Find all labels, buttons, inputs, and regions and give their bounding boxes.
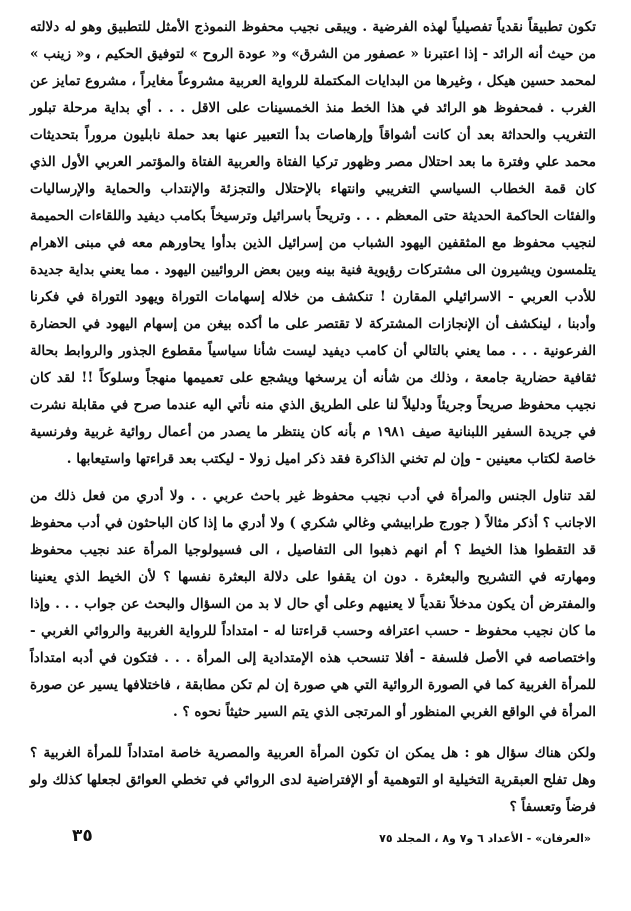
article-body <box>30 14 596 821</box>
page-footer <box>40 826 591 850</box>
page-number: ٣٥ <box>72 826 93 846</box>
running-head: «العرفان» - الأعداد ٦ و٧ و٨ ، المجلد ٧٥ <box>379 832 591 845</box>
paragraph-1: تكون تطبيقاً نقدياً تفصيلياً لهذه الفرضية . ويبقى نجيب محفوظ النموذج الأمثل للتطبيق وهو له دلالته من حيث أنه الرائد - إذا اعتبرنا « عصفور من الشرق» و« عودة الروح » لتوفيق الحكيم ، و« زينب » لمحمد حسين هيكل ، وغيرها من البدايات المكتملة للرواية العربية مشروعاً مغايراً ، مشروع تمايز عن الغرب . فمحفوظ هو الرائد في هذا الخط منذ الخمسينات على الاقل . . . أي بداية مرحلة تبلور التغريب والحداثة بعد أن كانت أشواقاً وإرهاصات بدأ التعبير عنها بعد حملة نابليون مروراً بتحديثات محمد علي وفترة ما بعد احتلال مصر وظهور تركيا الفتاة والعربية الفتاة والمؤتمر العربي الأول الذي كان قمة الخطاب السياسي التغريبي وانتهاء بالإحتلال والتجزئة والإنتداب والحماية والإرساليات والفئات الحاكمة الحديثة حتى المعظم . . . وتريحاً باسرائيل وترسيخاً بكامب ديفيد واللقاءات الحميمة لنجيب محفوظ مع المثقفين اليهود الشباب من إسرائيل الذين بدأوا يحاورهم معه في مبنى الاهرام يتلمسون ويشيرون الى مشتركات رؤيوية فنية بينه وبين بعض الروائيين اليهود . مما يعني بداية جديدة للأدب العربي - الاسرائيلي المقارن ! تنكشف من خلاله إسهامات التوراة ويهود التوراة في فكرنا وأدبنا ، لينكشف أن الإنجازات المشتركة لا تقتصر على ما أكده بيغن من إسهام اليهود في الحضارة الفرعونية . . . مما يعني بالتالي أن كامب ديفيد ليست شأنا سياسياً مقطوع الجذور والروابط بحالة ثقافية حضارية جامعة ، وذلك من شأنه أن يرسخها ويشجع على تعميمها منهجاً وسلوكاً !! لقد كان نجيب محفوظ صريحاً وجريئاً ودليلاً لنا على الطريق الذي منه نأتي اليه عندما صرح في مقابلة نشرت في جريدة السفير اللبنانية صيف ١٩٨١ م بأنه كان ينتظر ما يصدر من أعمال روائية غربية وفرنسية خاصة لكتاب معينين - وإن لم تخني الذاكرة فقد ذكر اميل زولا - ليكتب بعد قراءتها واستيعابها . <box>30 19 596 467</box>
paragraph-2: لقد تناول الجنس والمرأة في أدب نجيب محفوظ غير باحث عربي . . ولا أدري من فعل ذلك من الاجانب ؟ أذكر مثالاً ( جورج طرابيشي وغالي شكري ) ولا أدري ما إذا كان الباحثون في أدب محفوظ قد التقطوا هذا الخيط ؟ أم انهم ذهبوا الى التفاصيل ، الى فسيولوجيا المرأة عند نجيب محفوظ ومهارته في التشريح والبعثرة . دون ان يقفوا على دلالة البعثرة نفسها ؟ لأن الخيط الذي يعنينا والمفترض أن يكون مدخلاً نقدياً لا يعنيهم وعلى أي حال لا بد من السؤال والبحث عن جواب . . . وإذا ما كان نجيب محفوظ - حسب اعترافه وحسب قراءتنا له - امتداداً للرواية الغربية والروائي الغربي - واختصاصه في الأصل فلسفة - أفلا تنسحب هذه الإمتدادية إلى المرأة . . . فتكون في أدبه امتداداً للمرأة الغربية كما في الصورة الروائية التي هي صورة إن لم تكن مطابقة ، فاختلافها يسير عن صورة المرأة في الواقع الغربي المنظور أو المرتجى الذي يتم السير حثيثاً نحوه ؟ . <box>30 488 596 720</box>
paragraph-3: ولكن هناك سؤال هو : هل يمكن ان تكون المرأة العربية والمصرية خاصة امتداداً للمرأة الغربية ؟ وهل تفلح العبقرية التخيلية او التوهمية أو الإفتراضية لدى الروائي في تخطي العوائق لجعلها كذلك ولو فرضاً وتعسفاً ؟ <box>30 745 596 815</box>
